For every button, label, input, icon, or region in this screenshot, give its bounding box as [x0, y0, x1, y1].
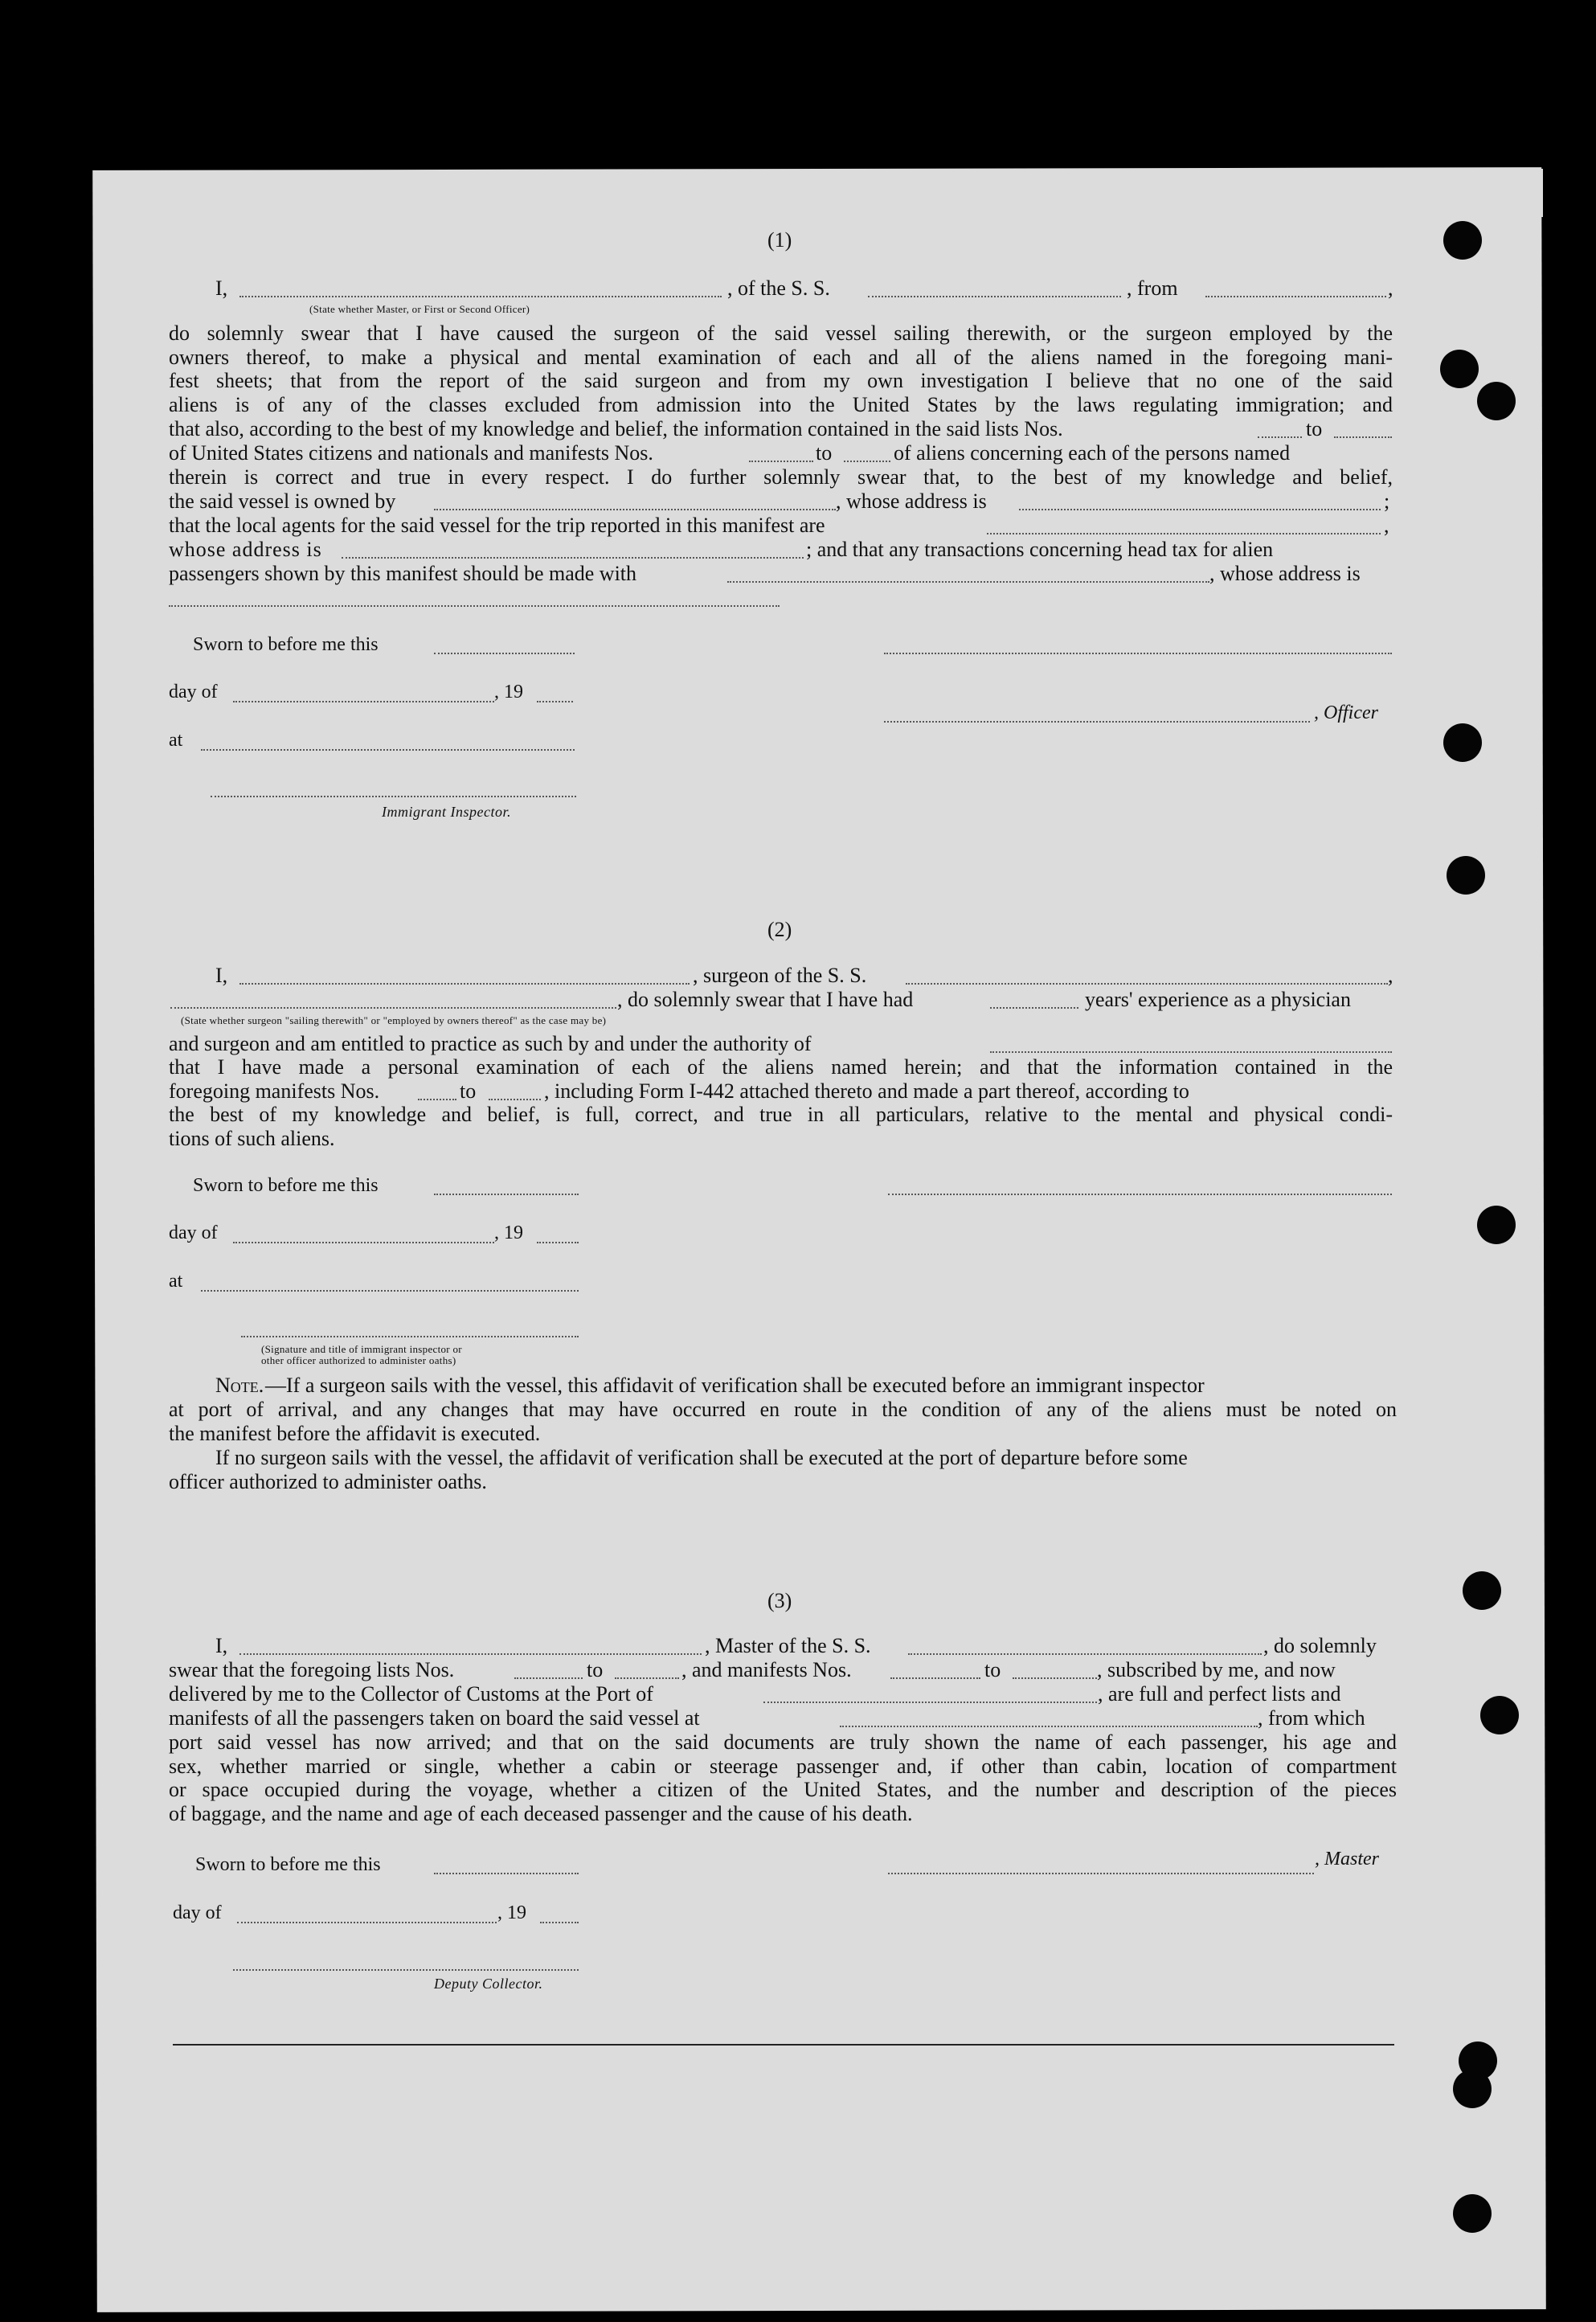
- text-line: or space occupied during the voyage, whether a citizen of the United States, and the number and description of the pieces: [169, 1778, 1397, 1801]
- text: , are full and perfect lists and: [1098, 1682, 1341, 1706]
- signature-line: [211, 796, 576, 797]
- fill-line: [342, 557, 804, 559]
- bottom-rule: [173, 2044, 1394, 2046]
- fill-line: [1334, 436, 1392, 438]
- text-line: that also, according to the best of my knowledge and belief, the information contained in the said lists Nos.: [169, 417, 1063, 440]
- text-line: foregoing manifests Nos.: [169, 1079, 380, 1103]
- text: to: [984, 1658, 1001, 1681]
- fill-line: [1205, 296, 1386, 297]
- at-label: at: [169, 1271, 183, 1292]
- fill-line: [1258, 436, 1302, 438]
- text: ; and that any transactions concerning head tax for alien: [806, 538, 1274, 561]
- text: , whose address is: [836, 489, 987, 513]
- fill-line: [868, 296, 1121, 297]
- text: I,: [215, 964, 228, 987]
- text: ,: [1384, 514, 1389, 537]
- fill-line: [906, 983, 1388, 985]
- text: , surgeon of the S. S.: [693, 964, 867, 987]
- day-of-label: day of: [169, 682, 218, 702]
- binder-hole: [1480, 1696, 1519, 1734]
- text-line: that the local agents for the said vessel for the trip reported in this manifest are: [169, 514, 825, 537]
- note-line: at port of arrival, and any changes that may have occurred en route in the condition of any of the aliens must be noted on: [169, 1398, 1397, 1421]
- text: to: [587, 1658, 604, 1681]
- binder-hole: [1443, 221, 1482, 260]
- text: , including Form I-442 attached thereto and made a part thereof, according to: [544, 1079, 1189, 1103]
- fill-line: [537, 701, 573, 702]
- signature-line: [233, 1969, 579, 1971]
- binder-hole: [1453, 2070, 1492, 2108]
- signature-caption: Immigrant Inspector.: [382, 804, 511, 820]
- text: ,: [1388, 964, 1393, 987]
- sworn-label: Sworn to before me this: [193, 634, 379, 655]
- year-label: , 19: [497, 1902, 526, 1923]
- signature-line: [884, 653, 1392, 654]
- section-heading: (1): [767, 228, 792, 252]
- text: , from which: [1258, 1706, 1365, 1730]
- text-line: of United States citizens and nationals and manifests Nos.: [169, 441, 653, 465]
- section-heading: (3): [767, 1589, 792, 1612]
- text-line: therein is correct and true in every respect. I do further solemnly swear that, to the best of my knowledge and belief,: [169, 465, 1393, 489]
- fill-line: [990, 1007, 1078, 1009]
- fill-line: [1013, 1677, 1097, 1679]
- signature-line: [884, 721, 1310, 723]
- fill-line: [170, 1007, 616, 1009]
- text-line: do solemnly swear that I have caused the surgeon of the said vessel sailing therewith, or the surgeon employed by the: [169, 321, 1393, 345]
- signature-caption: (Signature and title of immigrant inspector or: [261, 1343, 462, 1355]
- fill-line: [434, 1873, 579, 1874]
- text: delivered by me to the Collector of Customs at the Port of: [169, 1682, 653, 1706]
- text: ;: [1384, 489, 1390, 513]
- field-caption: (State whether Master, or First or Second Officer): [309, 303, 530, 315]
- fill-line: [201, 1290, 579, 1292]
- signature-line: [888, 1194, 1392, 1195]
- field-caption: (State whether surgeon "sailing therewith" or "employed by owners thereof" as the case may be): [181, 1014, 607, 1026]
- text: manifests of all the passengers taken on board the said vessel at: [169, 1706, 700, 1730]
- fill-line: [237, 1922, 497, 1923]
- text-line: and surgeon and am entitled to practice as such by and under the authority of: [169, 1032, 812, 1055]
- binder-hole: [1477, 1206, 1516, 1244]
- binder-hole: [1443, 723, 1482, 762]
- note-line: If no surgeon sails with the vessel, the affidavit of verification shall be executed at the port of departure before some: [215, 1446, 1188, 1469]
- fill-line: [890, 1677, 980, 1679]
- text: , subscribed by me, and now: [1097, 1658, 1336, 1681]
- fill-line: [201, 749, 575, 751]
- text: , of the S. S.: [727, 276, 830, 300]
- text-line: owners thereof, to make a physical and mental examination of each and all of the aliens named in the foregoing mani-: [169, 346, 1393, 369]
- text-line: port said vessel has now arrived; and that on the said documents are truly shown the name of each passenger, his age and: [169, 1730, 1397, 1754]
- text: , from: [1127, 276, 1178, 300]
- master-label: , Master: [1315, 1849, 1379, 1869]
- binder-hole: [1447, 856, 1485, 895]
- text: I,: [215, 1634, 228, 1657]
- text-line: whose address is: [169, 538, 322, 561]
- fill-line: [239, 1653, 702, 1655]
- fill-line: [537, 1242, 579, 1243]
- signature-caption: other officer authorized to administer oaths): [261, 1354, 456, 1366]
- text-line: that I have made a personal examination of each of the aliens named herein; and that the information contained in the: [169, 1055, 1393, 1079]
- text: to: [816, 441, 833, 465]
- fill-line: [239, 983, 690, 985]
- binder-hole: [1453, 2194, 1492, 2233]
- section-heading: (2): [767, 918, 792, 941]
- day-of-label: day of: [173, 1902, 222, 1923]
- note-line: the manifest before the affidavit is executed.: [169, 1422, 541, 1445]
- text: , Master of the S. S.: [705, 1634, 871, 1657]
- signature-caption: Deputy Collector.: [434, 1976, 543, 1992]
- fill-line: [615, 1677, 679, 1679]
- text: , whose address is: [1209, 562, 1361, 585]
- text: years' experience as a physician: [1085, 988, 1351, 1011]
- text-line: fest sheets; that from the report of the said surgeon and from my own investigation I believe that no one of the said: [169, 369, 1393, 392]
- binder-hole: [1440, 350, 1479, 388]
- text: , do solemnly: [1263, 1634, 1377, 1657]
- fill-line: [233, 701, 494, 702]
- text: I,: [215, 276, 228, 300]
- binder-hole: [1463, 1571, 1501, 1610]
- fill-line: [990, 1051, 1392, 1053]
- text: to: [1306, 417, 1323, 440]
- text: , do solemnly swear that I have had: [617, 988, 914, 1011]
- text-line: aliens is of any of the classes excluded from admission into the United States by the laws regulating immigration; and: [169, 393, 1393, 416]
- fill-line: [908, 1653, 1262, 1655]
- note-label: Note.: [215, 1374, 264, 1397]
- fill-line: [1019, 509, 1381, 510]
- fill-line: [987, 533, 1381, 534]
- note-line: —If a surgeon sails with the vessel, this affidavit of verification shall be executed before an immigrant inspector: [265, 1374, 1205, 1397]
- sworn-label: Sworn to before me this: [195, 1854, 381, 1875]
- year-label: , 19: [494, 682, 523, 702]
- binder-hole: [1477, 382, 1516, 420]
- fill-line: [840, 1726, 1258, 1727]
- text: , and manifests Nos.: [681, 1658, 852, 1681]
- officer-label: , Officer: [1314, 702, 1378, 723]
- text-line: sex, whether married or single, whether a cabin or steerage passenger and, if other than cabin, location of compartment: [169, 1755, 1397, 1778]
- fill-line: [489, 1099, 541, 1100]
- text-line: passengers shown by this manifest should be made with: [169, 562, 637, 585]
- fill-line: [233, 1242, 494, 1243]
- fill-line: [763, 1702, 1097, 1703]
- year-label: , 19: [494, 1222, 523, 1243]
- fill-line: [418, 1099, 456, 1100]
- text: to: [460, 1079, 477, 1103]
- day-of-label: day of: [169, 1222, 218, 1243]
- fill-line: [434, 1194, 579, 1195]
- sworn-label: Sworn to before me this: [193, 1175, 379, 1196]
- fill-line: [514, 1677, 583, 1679]
- at-label: at: [169, 730, 183, 751]
- signature-line: [888, 1873, 1314, 1874]
- fill-line: [540, 1922, 579, 1923]
- fill-line: [169, 605, 780, 607]
- text: swear that the foregoing lists Nos.: [169, 1658, 455, 1681]
- fill-line: [727, 581, 1209, 583]
- text-line: the said vessel is owned by: [169, 489, 396, 513]
- fill-line: [844, 461, 890, 462]
- note-line: officer authorized to administer oaths.: [169, 1470, 487, 1493]
- fill-line: [239, 296, 722, 297]
- text-line: of baggage, and the name and age of each deceased passenger and the cause of his death.: [169, 1802, 913, 1825]
- text: ,: [1388, 276, 1393, 300]
- fill-line: [434, 653, 575, 654]
- text-line: the best of my knowledge and belief, is full, correct, and true in all particulars, relative to the mental and physical condi-: [169, 1103, 1393, 1126]
- text: of aliens concerning each of the persons named: [894, 441, 1291, 465]
- text-line: tions of such aliens.: [169, 1127, 335, 1150]
- signature-line: [241, 1336, 579, 1337]
- fill-line: [749, 461, 813, 462]
- sheet-corner: [1511, 169, 1543, 217]
- fill-line: [434, 509, 836, 510]
